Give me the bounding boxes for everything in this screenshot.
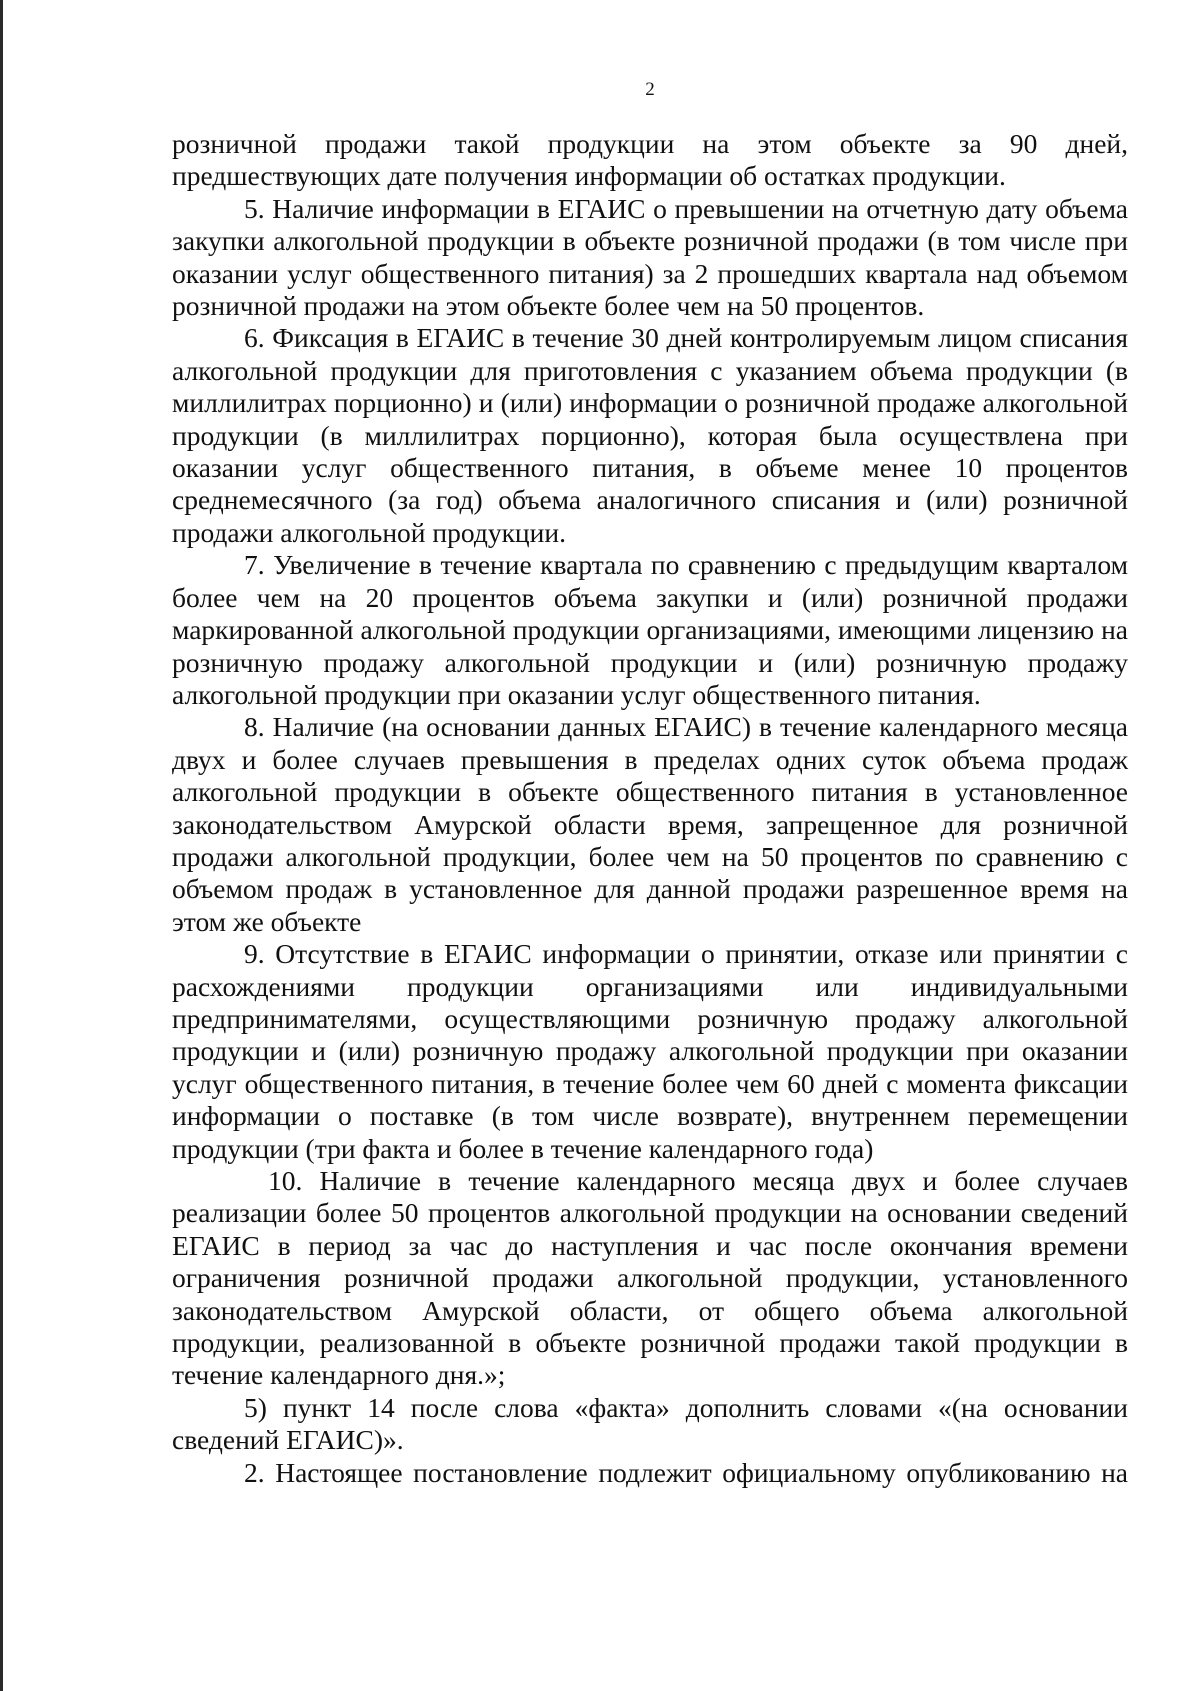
- paragraph-item-6: 6. Фиксация в ЕГАИС в течение 30 дней контролируемым лицом списания алкогольной продукции для приготовления с указанием объема продукции (в миллилитрах порционно) и (или) информации о розничной продаже алкогольной продукции (в миллилитрах порционно), которая была осуществлена при оказании услуг общественного питания, в объеме менее 10 процентов среднемесячного (за год) объема аналогичного списания и (или) розничной продажи алкогольной продукции.: [172, 322, 1128, 548]
- paragraph-continuation: розничной продажи такой продукции на этом объекте за 90 дней, предшествующих дате получения информации об остатках продукции.: [172, 128, 1128, 192]
- paragraph-clause-2: 2. Настоящее постановление подлежит официальному опубликованию на: [244, 1456, 1128, 1488]
- paragraph-item-7: 7. Увеличение в течение квартала по сравнению с предыдущим кварталом более чем на 20 процентов объема закупки и (или) розничной продажи маркированной алкогольной продукции организациями, имеющими лицензию на розничную продажу алкогольной продукции и (или) розничную продажу алкогольной продукции при оказании услуг общественного питания.: [172, 549, 1128, 710]
- paragraph-subitem-5: 5) пункт 14 после слова «факта» дополнить словами «(на основании сведений ЕГАИС)».: [172, 1391, 1128, 1456]
- document-body: [172, 128, 1128, 1489]
- paragraph-item-5: 5. Наличие информации в ЕГАИС о превышении на отчетную дату объема закупки алкогольной продукции в объекте розничной продажи (в том числе при оказании услуг общественного питания) за 2 прошедших квартала над объемом розничной продажи на этом объекте более чем на 50 процентов.: [172, 192, 1128, 322]
- scan-edge-line: [0, 0, 3, 1691]
- paragraph-item-9: 9. Отсутствие в ЕГАИС информации о принятии, отказе или принятии с расхождениями продукции организациями или индивидуальными предпринимателями, осуществляющими розничную продажу алкогольной продукции и (или) розничную продажу алкогольной продукции при оказании услуг общественного питания, в течение более чем 60 дней с момента фиксации информации о поставке (в том числе возврате), внутреннем перемещении продукции (три факта и более в течение календарного года): [172, 938, 1128, 1164]
- paragraph-item-10: 10. Наличие в течение календарного месяца двух и более случаев реализации более 50 процентов алкогольной продукции на основании сведений ЕГАИС в период за час до наступления и час после окончания времени ограничения розничной продажи алкогольной продукции, установленного законодательством Амурской области, от общего объема алкогольной продукции, реализованной в объекте розничной продажи такой продукции в течение календарного дня.»;: [172, 1165, 1128, 1391]
- paragraph-item-8: 8. Наличие (на основании данных ЕГАИС) в течение календарного месяца двух и более случаев превышения в пределах одних суток объема продаж алкогольной продукции в объекте общественного питания в установленное законодательством Амурской области время, запрещенное для розничной продажи алкогольной продукции, более чем на 50 процентов по сравнению с объемом продаж в установленное для данной продажи разрешенное время на этом же объекте: [172, 711, 1128, 937]
- page-number: 2: [645, 79, 655, 100]
